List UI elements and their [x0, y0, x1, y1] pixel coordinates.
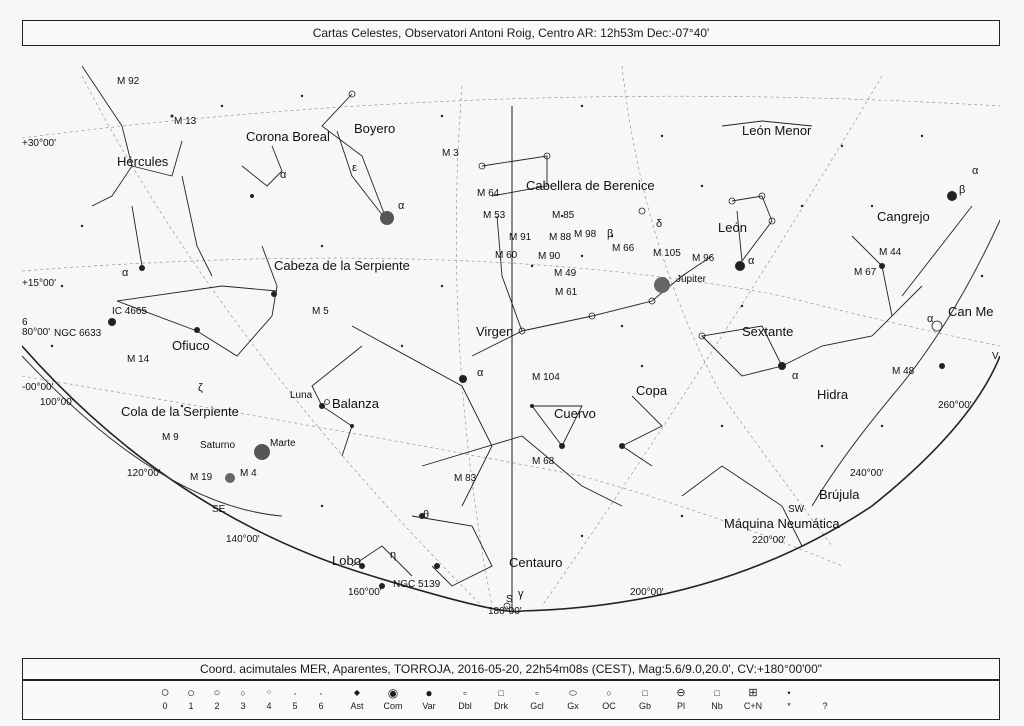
label-m85: M 85 — [552, 210, 575, 221]
label-ra-180: 180°00' — [488, 606, 522, 617]
legend-item-mag0: ○ 0 — [160, 684, 170, 711]
label-cabeza-serpiente: Cabeza de la Serpiente — [274, 258, 410, 273]
label-ra-100: 100°00' — [40, 397, 74, 408]
greek-gamma: γ — [518, 588, 524, 600]
label-m88: M 88 — [549, 232, 572, 243]
legend-item-mag4: ○ 4 — [266, 689, 272, 711]
symbol-legend — [22, 680, 1000, 720]
label-m5: M 5 — [312, 306, 329, 317]
label-partial-v: V — [992, 351, 999, 362]
chart-title: Cartas Celestes, Observatori Antoni Roig, Centro AR: 12h53m Dec:-07°40' — [312, 26, 710, 40]
label-m3: M 3 — [442, 148, 459, 159]
label-m53: M 53 — [483, 210, 506, 221]
direction-s: S — [506, 594, 513, 605]
label-marte: Marte — [270, 438, 296, 449]
greek-alpha-oph: α — [122, 267, 129, 279]
jupiter-disc[interactable] — [654, 277, 670, 293]
legend-item-mag2: ○ 2 — [213, 687, 221, 711]
legend-item-mag6: · 6 — [318, 686, 324, 711]
label-ngc5139: NGC 5139 — [393, 579, 441, 590]
sky-map[interactable] — [22, 46, 1000, 656]
legend-item-comet: ◉ Com — [383, 686, 403, 711]
label-balanza: Balanza — [332, 396, 379, 411]
greek-eta-cen: η — [390, 549, 397, 561]
label-m66: M 66 — [612, 243, 635, 254]
label-ic4665: IC 4665 — [112, 306, 148, 317]
legend-item-star: • * — [787, 688, 791, 711]
greek-zeta-oph: ζ — [198, 382, 203, 394]
label-jupiter: Júpiter — [676, 274, 707, 285]
label-boyero: Boyero — [354, 121, 396, 136]
chart-header — [22, 20, 1000, 46]
label-m96: M 96 — [692, 253, 715, 264]
direction-sw: SW — [788, 504, 805, 515]
legend-item-mag5: · 5 — [292, 686, 298, 711]
milky-way-edge-east — [812, 216, 1000, 506]
arcturus-star[interactable] — [380, 211, 394, 225]
observation-info: Coord. acimutales MER, Aparentes, TORROJA, 2016-05-20, 22h54m08s (CEST), Mag:5.6/9.0,20.0', CV:+180°00'00" — [199, 662, 823, 676]
label-m14: M 14 — [127, 354, 150, 365]
greek-alpha-cmi: α — [927, 313, 934, 325]
label-leon-menor: León Menor — [742, 123, 812, 138]
greek-alpha-cnc: α — [972, 165, 979, 177]
label-m64: M 64 — [477, 188, 500, 199]
label-cangrejo: Cangrejo — [877, 209, 930, 224]
legend-item-planetary: ⊖ Pl — [676, 687, 686, 711]
label-cuervo: Cuervo — [554, 406, 596, 421]
legend-item-asteroid: ◆ Ast — [350, 688, 364, 711]
label-cola-serpiente: Cola de la Serpiente — [121, 404, 239, 419]
label-leon: León — [718, 220, 747, 235]
label-m49: M 49 — [554, 268, 577, 279]
greek-epsilon-boo: ε — [352, 162, 357, 174]
label-m92: M 92 — [117, 76, 140, 87]
label-m13: M 13 — [174, 116, 197, 127]
label-m67: M 67 — [854, 267, 877, 278]
label-ra-160: 160°00' — [348, 587, 382, 598]
label-m90: M 90 — [538, 251, 561, 262]
label-m60: M 60 — [495, 250, 518, 261]
legend-item-globular: ◦ Gcl — [530, 686, 544, 711]
mars-disc[interactable] — [225, 473, 235, 483]
legend-item-open-cluster: ○ OC — [602, 688, 616, 711]
greek-alpha-boo: α — [398, 200, 405, 212]
label-m83: M 83 — [454, 473, 477, 484]
direction-se: SE — [212, 504, 226, 515]
greek-alpha-leo: α — [748, 255, 755, 267]
chart-footer — [22, 658, 1000, 680]
label-ra-240: 240°00' — [850, 468, 884, 479]
label-ofiuco: Ofiuco — [172, 338, 210, 353]
legend-item-dark-nebula: □ Drk — [494, 688, 508, 711]
label-sextante: Sextante — [742, 324, 794, 339]
greek-alpha-vir: α — [477, 367, 484, 379]
greek-theta-cen: θ — [423, 509, 430, 521]
label-luna: Luna — [290, 390, 313, 401]
greek-beta-leo: β — [607, 228, 614, 240]
legend-item-cluster-nebula: ⊞ C+N — [743, 687, 763, 711]
open-star-markers — [325, 91, 943, 609]
label-m44: M 44 — [879, 247, 902, 258]
label-m9: M 9 — [162, 432, 179, 443]
greek-alpha-crb: α — [280, 169, 287, 181]
legend-item-unknown: ? — [822, 701, 828, 711]
label-lobo: Lobo — [332, 553, 361, 568]
label-ra-220: 220°00' — [752, 535, 786, 546]
legend-item-galaxy: ⬭ Gx — [567, 688, 579, 711]
legend-item-double: ◦ Dbl — [458, 686, 472, 711]
greek-beta-cnc: β — [959, 184, 966, 196]
label-ra-260: 260°00' — [938, 400, 972, 411]
label-m19: M 19 — [190, 472, 213, 483]
label-dec-30: +30°00' — [22, 138, 56, 149]
label-hercules: Hércules — [117, 154, 169, 169]
label-m104: M 104 — [532, 372, 560, 383]
label-ra-120: 120°00' — [127, 468, 161, 479]
label-can-menor: Can Me — [948, 304, 994, 319]
greek-delta-leo: δ — [656, 218, 663, 230]
label-ra-140: 140°00' — [226, 534, 260, 545]
legend-item-mag1: ○ 1 — [187, 685, 195, 711]
label-ngc6633: NGC 6633 — [54, 328, 102, 339]
label-hidra: Hidra — [817, 387, 849, 402]
label-m98: M 98 — [574, 229, 597, 240]
label-partial-6: 6 — [22, 317, 28, 328]
label-m61: M 61 — [555, 287, 578, 298]
saturn-disc[interactable] — [254, 444, 270, 460]
regulus-star[interactable] — [735, 261, 745, 271]
label-virgen: Virgen — [476, 324, 514, 339]
label-centauro: Centauro — [509, 555, 563, 570]
sky-map-canvas — [22, 46, 1000, 656]
label-dec-0: -00°00' — [22, 382, 54, 393]
label-m68: M 68 — [532, 456, 555, 467]
spica-star[interactable] — [459, 375, 467, 383]
label-m48: M 48 — [892, 366, 915, 377]
label-ra-80-partial: 80°00' — [22, 327, 51, 338]
legend-item-globule: □ Gb — [638, 688, 651, 711]
legend-item-nebula: □ Nb — [711, 688, 723, 711]
label-corona-boreal: Corona Boreal — [246, 129, 330, 144]
legend-item-variable: ● Var — [422, 686, 436, 711]
milky-way-edge — [22, 356, 282, 516]
label-maquina: Máquina Neumática — [724, 516, 840, 531]
label-ra-200: 200°00' — [630, 587, 664, 598]
label-saturno: Saturno — [200, 440, 236, 451]
label-m4: M 4 — [240, 468, 257, 479]
label-dec-15: +15°00' — [22, 278, 56, 289]
label-m91: M 91 — [509, 232, 532, 243]
label-m105: M 105 — [653, 248, 681, 259]
label-copa: Copa — [636, 383, 668, 398]
legend-item-mag3: ○ 3 — [240, 688, 246, 711]
label-cabellera: Cabellera de Berenice — [526, 178, 655, 193]
label-brujula: Brújula — [819, 487, 860, 502]
greek-alpha-hya: α — [792, 370, 799, 382]
